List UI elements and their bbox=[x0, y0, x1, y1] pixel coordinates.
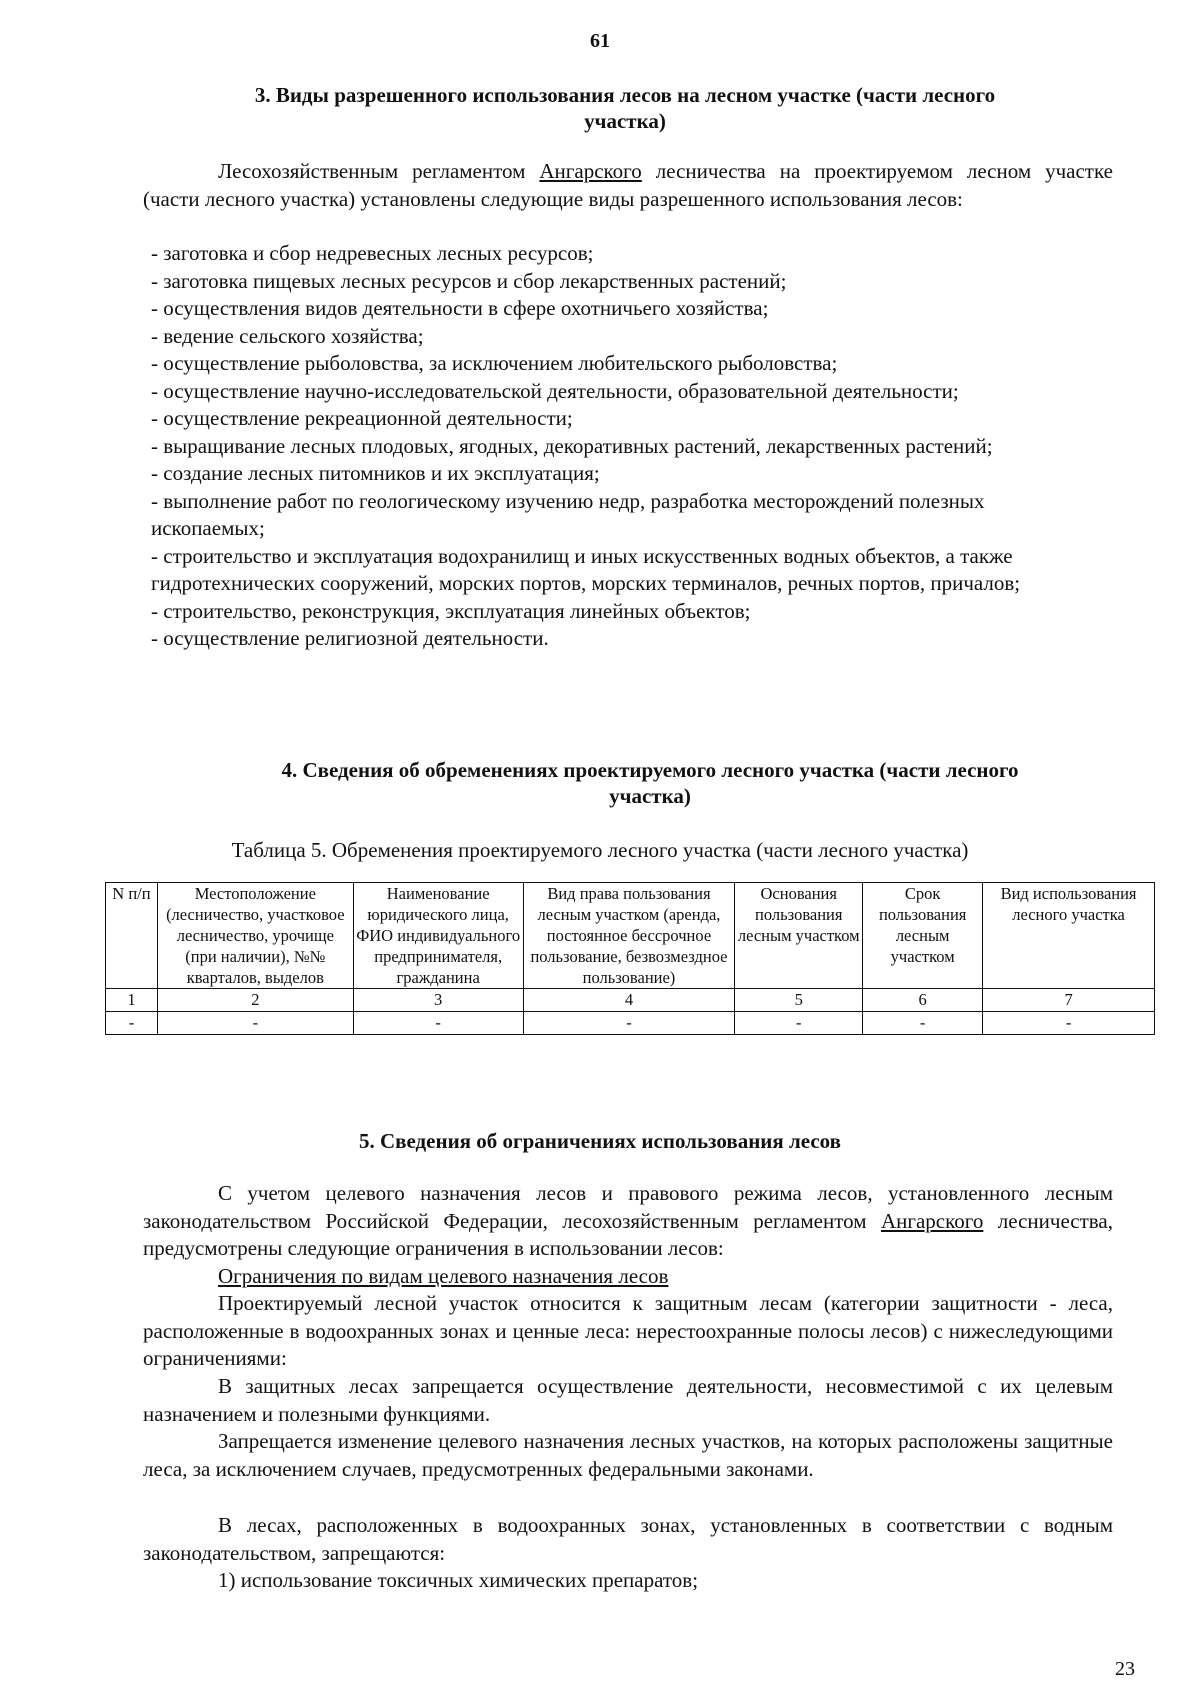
list-item: - выращивание лесных плодовых, ягодных, декоративных растений, лекарственных растений; bbox=[151, 433, 993, 458]
section4-title bbox=[150, 757, 1150, 809]
table-header-cell: Вид использования лесного участка bbox=[983, 883, 1155, 989]
table-header-row bbox=[106, 883, 1155, 989]
table-header-cell: Срок пользования лесным участком bbox=[863, 883, 983, 989]
list-item: - строительство, реконструкция, эксплуатация линейных объектов; bbox=[151, 598, 751, 623]
section5-p1-pre: С учетом целевого назначения лесов и правового режима лесов, установленного лесным законодательством Российской Федерации, лесохозяйственным регламентом bbox=[143, 1181, 1113, 1233]
page-number-bottom: 23 bbox=[1115, 1658, 1135, 1680]
table-cell: 6 bbox=[863, 989, 983, 1012]
table-number-row bbox=[106, 989, 1155, 1012]
table-cell: 4 bbox=[523, 989, 735, 1012]
section5-p1 bbox=[143, 1180, 1113, 1263]
list-item: - осуществление научно-исследовательской деятельности, образовательной деятельности; bbox=[151, 378, 959, 403]
section5-list-item-1: 1) использование токсичных химических препаратов; bbox=[218, 1568, 699, 1592]
encumbrances-table bbox=[105, 882, 1155, 1035]
table-header-cell: N п/п bbox=[106, 883, 158, 989]
table-cell: 2 bbox=[157, 989, 353, 1012]
table-cell: - bbox=[523, 1012, 735, 1035]
list-item: - осуществление религиозной деятельности. bbox=[151, 626, 549, 650]
table-cell: - bbox=[983, 1012, 1155, 1035]
list-item: - ведение сельского хозяйства; bbox=[151, 323, 424, 348]
section5-p1-link: Ангарского bbox=[880, 1208, 984, 1233]
table-header-cell: Местоположение (лесничество, участковое лесничество, урочище (при наличии), №№ кварталов, выделов bbox=[157, 883, 353, 989]
section3-title bbox=[130, 82, 1120, 134]
section3-title-line1: 3. Виды разрешенного использования лесов на лесном участке (части лесного bbox=[254, 83, 996, 107]
section5-subheading-text: Ограничения по видам целевого назначения лесов bbox=[218, 1264, 669, 1288]
page-number-top: 61 bbox=[590, 30, 610, 52]
table-caption: Таблица 5. Обременения проектируемого лесного участка (части лесного участка) bbox=[231, 838, 969, 862]
table-cell: - bbox=[353, 1012, 523, 1035]
section3-intro-pre: Лесохозяйственным регламентом bbox=[218, 159, 540, 183]
table-cell: - bbox=[106, 1012, 158, 1035]
list-item: - осуществление рекреационной деятельности; bbox=[151, 406, 573, 430]
table-cell: 1 bbox=[106, 989, 158, 1012]
list-item: - осуществление рыболовства, за исключением любительского рыболовства; bbox=[151, 351, 838, 375]
table-row bbox=[106, 1012, 1155, 1035]
section4-title-line2: участка) bbox=[609, 784, 691, 808]
section3-title-line2: участка) bbox=[584, 109, 666, 133]
table-cell: - bbox=[863, 1012, 983, 1035]
section3-intro bbox=[143, 158, 1113, 213]
section5-p1-post: лесничества, предусмотрены следующие ограничения в использовании лесов: bbox=[143, 1208, 1113, 1260]
section5-p2: Проектируемый лесной участок относится к защитным лесам (категории защитности - леса, расположенные в водоохранных зонах и ценные леса: нерестоохранные полосы лесов) с нижеследующими ограничениями: bbox=[143, 1291, 1113, 1370]
list-item: - заготовка и сбор недревесных лесных ресурсов; bbox=[151, 241, 594, 265]
table-header-cell: Вид права пользования лесным участком (аренда, постоянное бессрочное пользование, безвозмездное пользование) bbox=[523, 883, 735, 989]
section5-p4: Запрещается изменение целевого назначения лесных участков, на которых расположены защитные леса, за исключением случаев, предусмотренных федеральными законами. bbox=[143, 1429, 1113, 1481]
table-cell: - bbox=[735, 1012, 863, 1035]
section3-intro-link: Ангарского bbox=[539, 159, 642, 183]
section5-p5: В лесах, расположенных в водоохранных зонах, установленных в соответствии с водным законодательством, запрещаются: bbox=[143, 1513, 1113, 1565]
table-cell: 5 bbox=[735, 989, 863, 1012]
section3-list bbox=[151, 240, 1111, 653]
list-item: - выполнение работ по геологическому изучению недр, разработка месторождений полезных ископаемых; bbox=[151, 488, 985, 540]
list-item: - строительство и эксплуатация водохранилищ и иных искусственных водных объектов, а также гидротехнических сооружений, морских портов, морских терминалов, речных портов, причалов; bbox=[151, 543, 1021, 595]
list-item: - осуществления видов деятельности в сфере охотничьего хозяйства; bbox=[151, 296, 769, 320]
table-header-cell: Основания пользования лесным участком bbox=[735, 883, 863, 989]
section4-title-line1: 4. Сведения об обременениях проектируемого лесного участка (части лесного bbox=[281, 758, 1019, 782]
table-header-cell: Наименование юридического лица, ФИО индивидуального предпринимателя, гражданина bbox=[353, 883, 523, 989]
section5-title: 5. Сведения об ограничениях использования лесов bbox=[358, 1129, 841, 1153]
table-cell: - bbox=[157, 1012, 353, 1035]
section5-p3: В защитных лесах запрещается осуществление деятельности, несовместимой с их целевым назначением и полезными функциями. bbox=[143, 1374, 1113, 1426]
section5-subheading bbox=[218, 1263, 1018, 1291]
table-cell: 3 bbox=[353, 989, 523, 1012]
list-item: - создание лесных питомников и их эксплуатация; bbox=[151, 461, 600, 485]
section3-intro-post: лесничества на проектируемом лесном участке (части лесного участка) установлены следующие виды разрешенного использования лесов: bbox=[143, 159, 1113, 211]
list-item: - заготовка пищевых лесных ресурсов и сбор лекарственных растений; bbox=[151, 268, 787, 293]
table-cell: 7 bbox=[983, 989, 1155, 1012]
